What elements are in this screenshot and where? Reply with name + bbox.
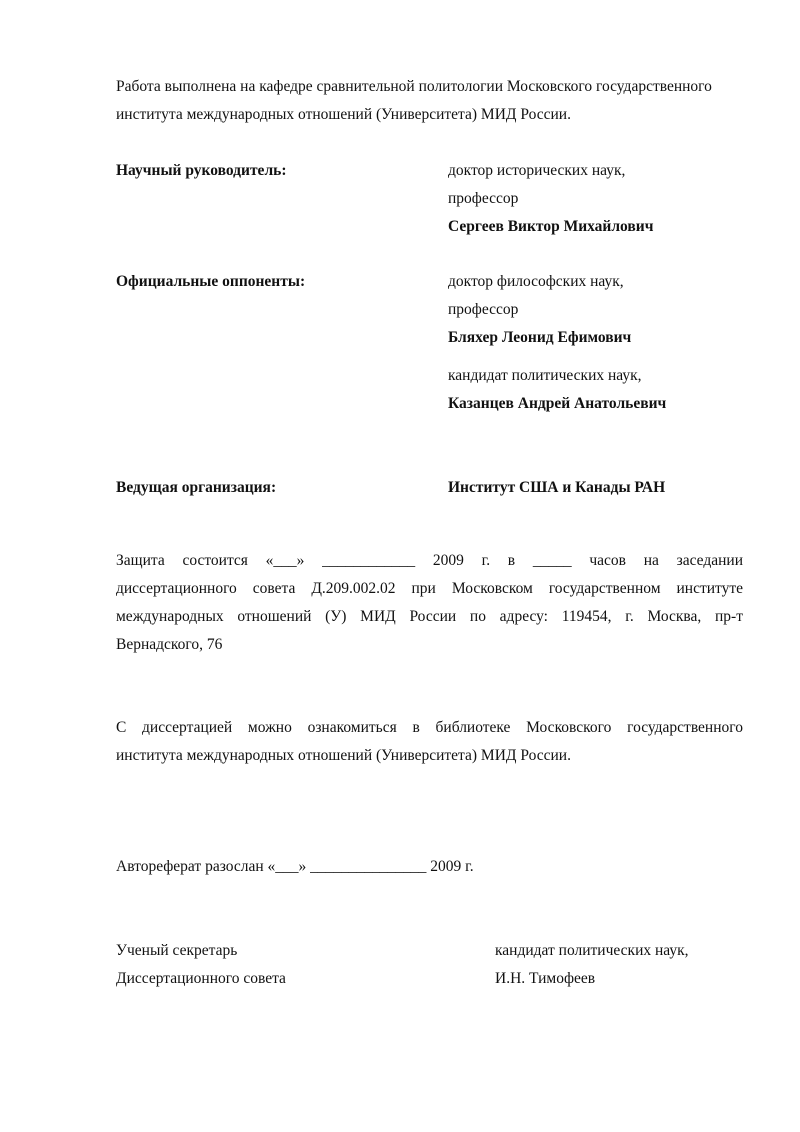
opponent-1-name: Бляхер Леонид Ефимович xyxy=(448,329,632,346)
opponent-1-title: профессор xyxy=(448,301,519,318)
secretary-left-line-1: Ученый секретарь xyxy=(116,942,238,959)
intro-line-1: Работа выполнена на кафедре сравнительной политологии Московского государственного xyxy=(116,78,712,95)
opponent-1-degree: доктор философских наук, xyxy=(448,273,624,290)
leading-org-name: Институт США и Канады РАН xyxy=(448,479,666,496)
defense-line-1: Защита состоится «___» ____________ 2009 г. в _____ часов на заседании xyxy=(116,552,743,569)
secretary-right-line-1: кандидат политических наук, xyxy=(495,942,689,959)
opponent-2-name: Казанцев Андрей Анатольевич xyxy=(448,395,667,412)
supervisor-degree: доктор исторических наук, xyxy=(448,162,626,179)
supervisor-title: профессор xyxy=(448,190,519,207)
defense-line-2: диссертационного совета Д.209.002.02 при Московском государственном институте xyxy=(116,580,743,597)
opponents-label: Официальные оппоненты: xyxy=(116,273,306,290)
leading-org-label: Ведущая организация: xyxy=(116,479,277,496)
supervisor-label: Научный руководитель: xyxy=(116,162,287,179)
secretary-left-line-2: Диссертационного совета xyxy=(116,970,286,987)
library-line-2: института международных отношений (Университета) МИД России. xyxy=(116,747,571,764)
supervisor-name: Сергеев Виктор Михайлович xyxy=(448,218,654,235)
library-line-1: С диссертацией можно ознакомиться в библиотеке Московского государственного xyxy=(116,719,743,736)
defense-line-3: международных отношений (У) МИД России по адресу: 119454, г. Москва, пр-т xyxy=(116,608,743,625)
opponent-2-degree: кандидат политических наук, xyxy=(448,367,642,384)
intro-line-2: института международных отношений (Университета) МИД России. xyxy=(116,106,571,123)
abstract-sent-line: Автореферат разослан «___» _______________ 2009 г. xyxy=(116,858,474,875)
defense-line-4: Вернадского, 76 xyxy=(116,636,223,653)
secretary-right-line-2: И.Н. Тимофеев xyxy=(495,970,596,987)
